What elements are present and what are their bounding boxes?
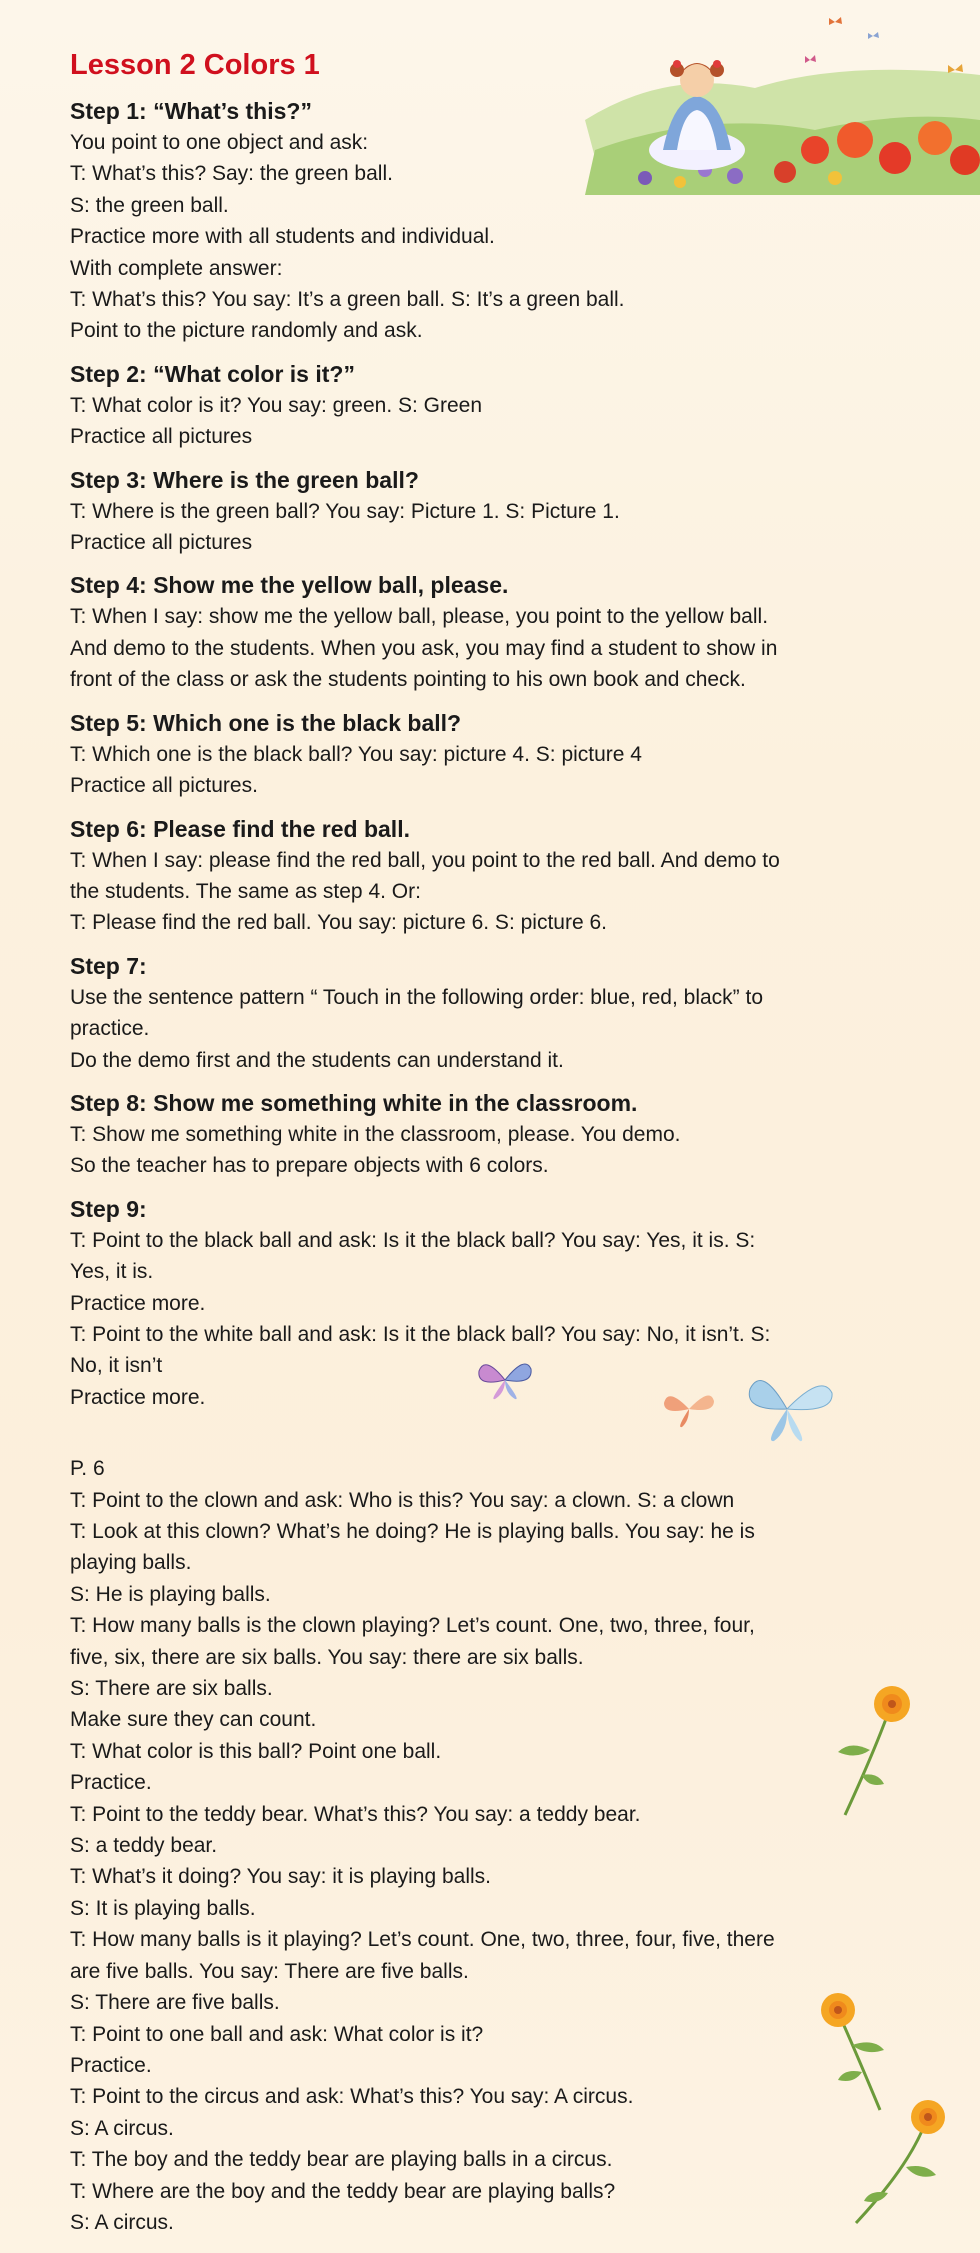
text-line: Practice. — [70, 2053, 152, 2077]
flower-icon — [850, 2095, 960, 2225]
text-line: Practice all pictures. — [70, 774, 258, 798]
text-line: S: There are six balls. — [70, 1677, 273, 1701]
step-heading: Step 5: Which one is the black ball? — [70, 709, 462, 736]
text-line: T: What color is it? You say: green. S: Green — [70, 393, 483, 417]
step-4 — [70, 570, 960, 695]
text-line: And demo to the students. When you ask, you may find a student to show in — [70, 636, 778, 660]
text-line: T: Where are the boy and the teddy bear are playing balls? — [70, 2179, 616, 2203]
step-heading: Step 9: — [70, 1195, 147, 1222]
step-6 — [70, 814, 960, 939]
text-line: are five balls. You say: There are five balls. — [70, 1959, 469, 1983]
text-line: S: There are five balls. — [70, 1991, 280, 2015]
text-line: front of the class or ask the students pointing to his own book and check. — [70, 668, 746, 692]
step-7 — [70, 951, 960, 1076]
text-line: practice. — [70, 1017, 150, 1041]
text-line: With complete answer: — [70, 256, 283, 280]
step-heading: Step 2: “What color is it?” — [70, 360, 355, 387]
text-line: T: Point to the clown and ask: Who is this? You say: a clown. S: a clown — [70, 1488, 735, 1512]
text-line: playing balls. — [70, 1551, 192, 1575]
text-line: T: Point to the teddy bear. What’s this? You say: a teddy bear. — [70, 1802, 641, 1826]
butterfly-icon — [742, 1365, 837, 1445]
step-heading: Step 8: Show me something white in the classroom. — [70, 1089, 638, 1116]
text-line: Practice more with all students and individual. — [70, 225, 495, 249]
text-line: Make sure they can count. — [70, 1708, 317, 1732]
step-8 — [70, 1088, 960, 1182]
text-line: five, six, there are six balls. You say: there are six balls. — [70, 1645, 584, 1669]
page-label: P. 6 — [70, 1457, 105, 1481]
text-line: T: Show me something white in the classroom, please. You demo. — [70, 1122, 681, 1146]
text-line: T: How many balls is it playing? Let’s count. One, two, three, four, five, there — [70, 1928, 775, 1952]
text-line: You point to one object and ask: — [70, 131, 369, 154]
text-line: Use the sentence pattern “ Touch in the following order: blue, red, black” to — [70, 985, 764, 1009]
text-line: T: Point to one ball and ask: What color is it? — [70, 2022, 484, 2046]
text-line: T: Point to the circus and ask: What’s this? You say: A circus. — [70, 2085, 634, 2109]
text-line: T: How many balls is the clown playing? Let’s count. One, two, three, four, — [70, 1614, 755, 1638]
text-line: No, it isn’t — [70, 1354, 163, 1378]
flower-icon — [820, 1680, 920, 1820]
text-line: S: A circus. — [70, 2210, 174, 2234]
page-6-section — [70, 1453, 960, 2238]
text-line: T: What’s this? Say: the green ball. — [70, 162, 393, 186]
text-line: Point to the picture randomly and ask. — [70, 319, 423, 343]
text-line: Practice more. — [70, 1385, 206, 1409]
text-line: T: Please find the red ball. You say: picture 6. S: picture 6. — [70, 911, 607, 935]
text-line: S: the green ball. — [70, 193, 229, 217]
text-line: S: It is playing balls. — [70, 1896, 256, 1920]
text-line: T: Where is the green ball? You say: Picture 1. S: Picture 1. — [70, 499, 620, 523]
butterfly-icon — [475, 1355, 535, 1405]
step-heading: Step 7: — [70, 952, 147, 979]
text-line: T: When I say: please find the red ball, you point to the red ball. And demo to — [70, 848, 780, 872]
step-heading: Step 4: Show me the yellow ball, please. — [70, 572, 509, 599]
text-line: T: When I say: show me the yellow ball, please, you point to the yellow ball. — [70, 605, 769, 629]
text-line: T: Which one is the black ball? You say: picture 4. S: picture 4 — [70, 742, 642, 766]
step-heading: Step 6: Please find the red ball. — [70, 815, 410, 842]
text-line: Practice all pictures — [70, 425, 253, 449]
text-line: T: Point to the black ball and ask: Is it the black ball? You say: Yes, it is. S: — [70, 1228, 756, 1252]
step-2 — [70, 359, 960, 453]
text-line: S: A circus. — [70, 2116, 174, 2140]
step-1 — [70, 96, 960, 347]
step-3 — [70, 465, 960, 559]
text-line: S: a teddy bear. — [70, 1834, 218, 1858]
text-line: T: What’s it doing? You say: it is playing balls. — [70, 1865, 492, 1889]
text-line: Practice more. — [70, 1291, 206, 1315]
step-heading: Step 1: “What’s this?” — [70, 98, 312, 124]
text-line: Do the demo first and the students can understand it. — [70, 1048, 564, 1072]
text-line: T: The boy and the teddy bear are playing balls in a circus. — [70, 2148, 613, 2172]
lesson-content — [70, 46, 960, 2250]
text-line: the students. The same as step 4. Or: — [70, 879, 421, 903]
text-line: Yes, it is. — [70, 1260, 154, 1284]
page-title: Lesson 2 Colors 1 — [70, 49, 320, 81]
text-line: Practice all pictures — [70, 531, 253, 555]
text-line: T: What color is this ball? Point one ball. — [70, 1739, 442, 1763]
butterfly-icon — [660, 1385, 718, 1433]
text-line: T: What’s this? You say: It’s a green ball. S: It’s a green ball. — [70, 288, 625, 312]
text-line: Practice. — [70, 1771, 152, 1795]
text-line: So the teacher has to prepare objects with 6 colors. — [70, 1154, 549, 1178]
text-line: T: Point to the white ball and ask: Is it the black ball? You say: No, it isn’t. S: — [70, 1322, 771, 1346]
step-5 — [70, 708, 960, 802]
step-heading: Step 3: Where is the green ball? — [70, 466, 419, 493]
text-line: T: Look at this clown? What’s he doing? He is playing balls. You say: he is — [70, 1520, 755, 1543]
text-line: S: He is playing balls. — [70, 1582, 271, 1606]
